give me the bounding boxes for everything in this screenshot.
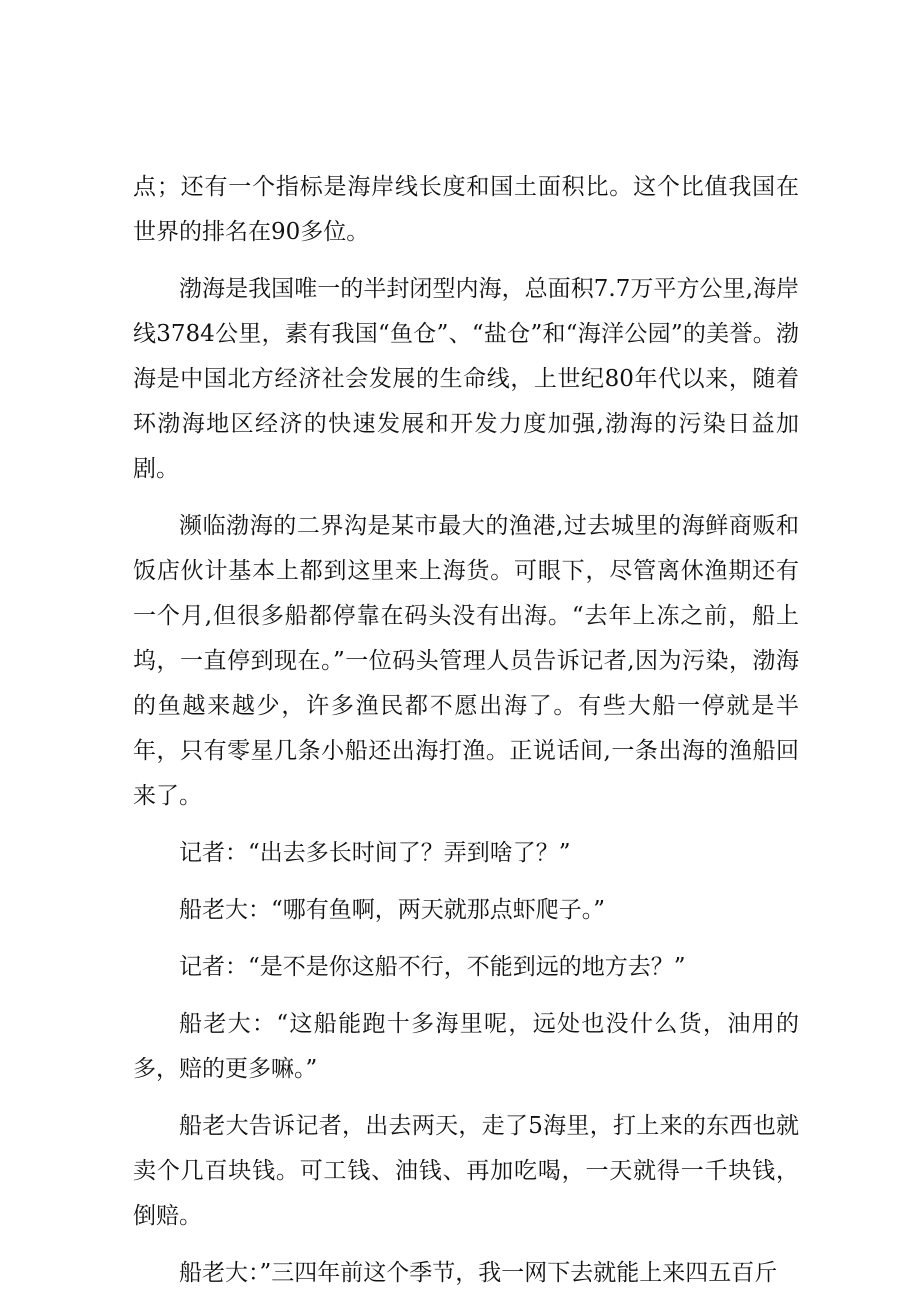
- paragraph-fishing-port: 濒临渤海的二界沟是某市最大的渔港,过去城里的海鲜商贩和饭店伙计基本上都到这里来上海货。可眼下，尽管离休渔期还有一个月,但很多船都停靠在码头没有出海。“去年上冻之前，船上坞，一直停到现在。”一位码头管理人员告诉记者,因为污染，渤海的鱼越来越少，许多渔民都不愿出海了。有些大船一停就是半年，只有零星几条小船还出海打渔。正说话间,一条出海的渔船回来了。: [133, 513, 799, 809]
- paragraph-bohai-overview: 渤海是我国唯一的半封闭型内海，总面积7.7万平方公里,海岸线3784公里，素有我国“鱼仓”、“盐仓”和“海洋公园”的美誉。渤海是中国北方经济社会发展的生命线，上世纪80年代以来，随着环渤海地区经济的快速发展和开发力度加强,渤海的污染日益加剧。: [133, 276, 799, 482]
- dialogue-reporter-2: 记者：“是不是你这船不行，不能到远的地方去？”: [179, 954, 686, 980]
- paragraph-continuation: 点；还有一个指标是海岸线长度和国土面积比。这个比值我国在世界的排名在90多位。: [133, 174, 799, 245]
- dialogue-captain-2: 船老大：“这船能跑十多海里呢，远处也没什么货，油用的多，赔的更多嘛。”: [133, 1011, 799, 1082]
- article-body: [133, 165, 799, 1296]
- dialogue-reporter-1: 记者：“出去多长时间了？弄到啥了？”: [179, 840, 571, 866]
- dialogue-captain-3: 船老大：”三四年前这个季节，我一网下去就能上来四五百斤: [179, 1260, 778, 1286]
- paragraph-captain-report: 船老大告诉记者，出去两天，走了5海里，打上来的东西也就卖个几百块钱。可工钱、油钱、再加吃喝，一天就得一千块钱，倒赔。: [133, 1113, 799, 1229]
- dialogue-captain-1: 船老大：“哪有鱼啊，两天就那点虾爬子。”: [179, 897, 606, 923]
